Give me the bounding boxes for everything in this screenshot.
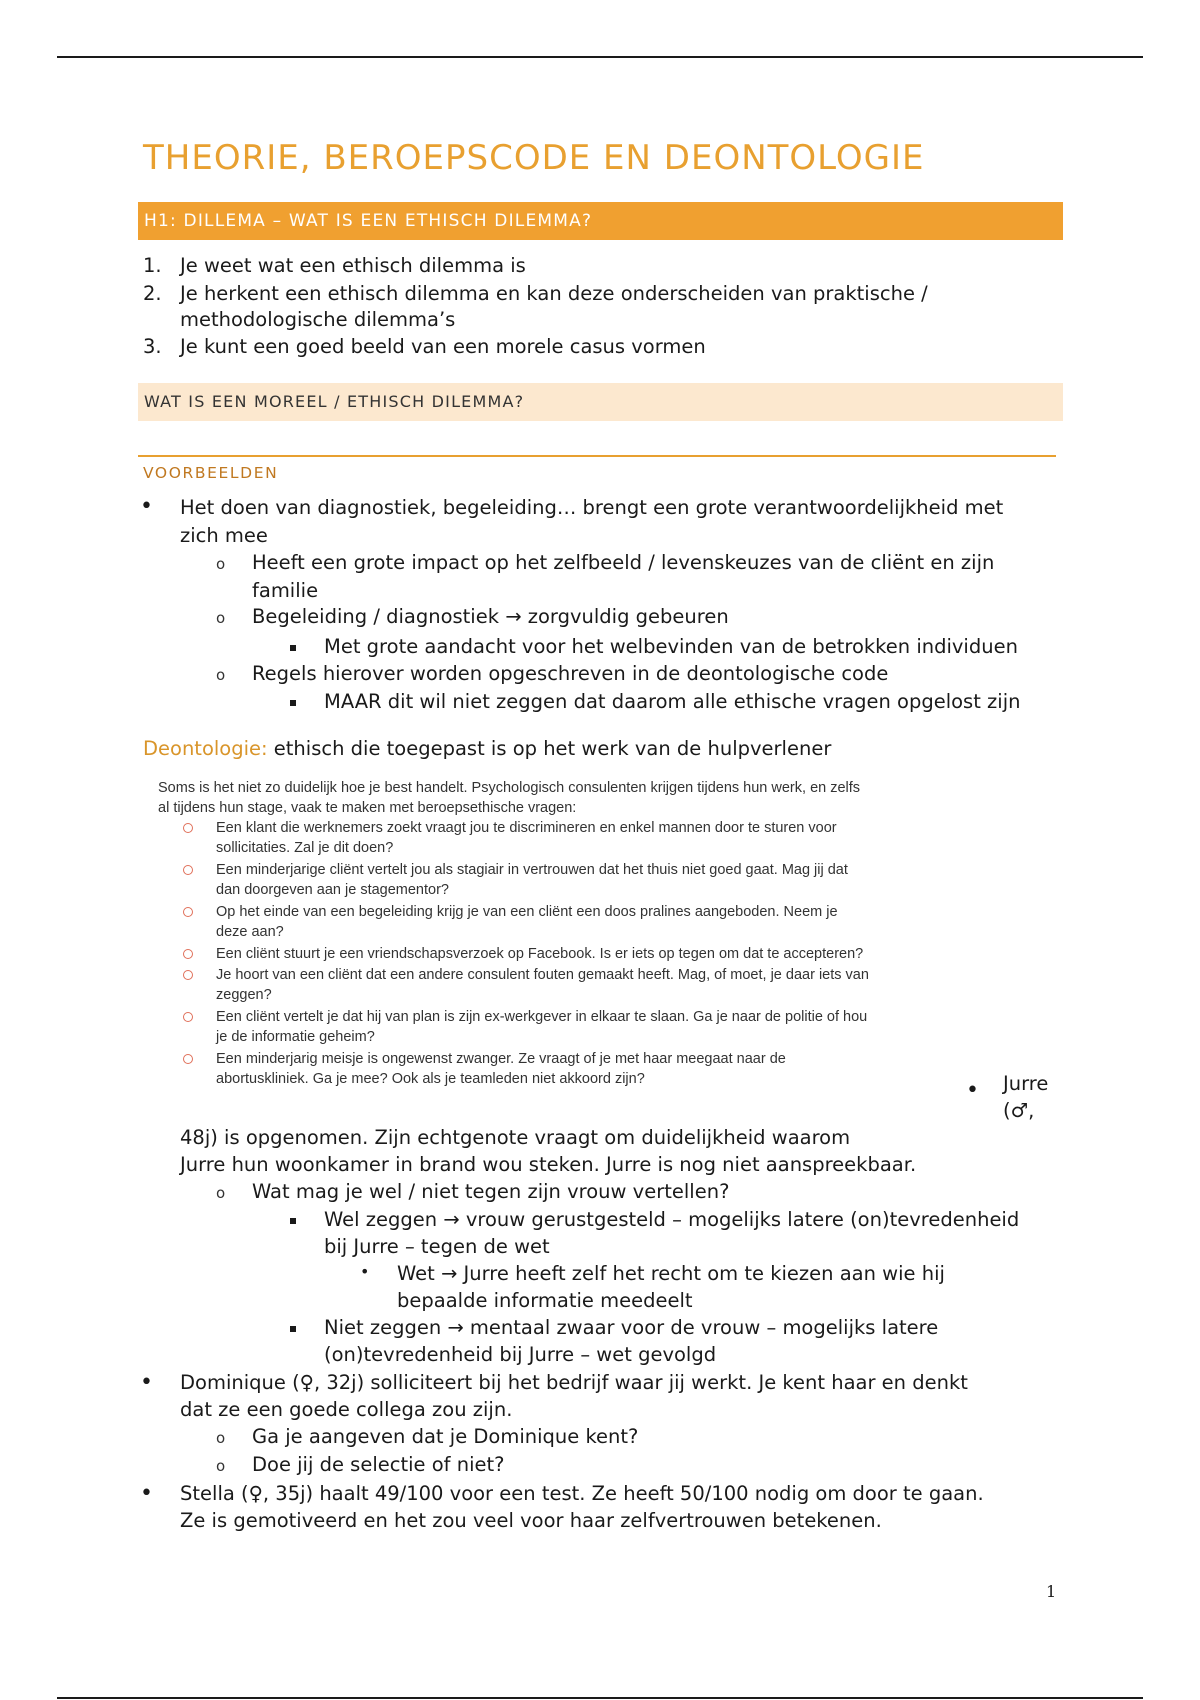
excerpt-item: Op het einde van een begeleiding krijg je van een cliënt een doos pralines aangeboden. Neem je [216, 904, 838, 920]
circle-bullet-icon [183, 865, 193, 875]
square-bullet-icon [290, 700, 296, 706]
list-number: 2. [143, 282, 162, 305]
square-bullet-icon [290, 1326, 296, 1332]
case-question: Wat mag je wel / niet tegen zijn vrouw vertellen? [252, 1180, 730, 1203]
list-item: Met grote aandacht voor het welbevinden van de betrokken individuen [324, 635, 1018, 658]
excerpt-item: Een minderjarige cliënt vertelt jou als stagiair in vertrouwen dat het thuis niet goed gaat. Mag jij dat [216, 862, 848, 878]
case-answer: (on)tevredenheid bij Jurre – wet gevolgd [324, 1343, 717, 1366]
excerpt-item: Je hoort van een cliënt dat een andere consulent fouten gemaakt heeft. Mag, of moet, je daar iets van [216, 967, 869, 983]
circle-bullet-icon [183, 949, 193, 959]
case-name: Jurre [1003, 1072, 1049, 1095]
list-item: MAAR dit wil niet zeggen dat daarom alle ethische vragen opgelost zijn [324, 690, 1021, 713]
excerpt-item: Een klant die werknemers zoekt vraagt jou te discrimineren en enkel mannen door te sturen voor [216, 820, 837, 836]
square-bullet-icon [290, 645, 296, 651]
heading-3: VOORBEELDEN [143, 464, 279, 482]
bullet-icon: • [140, 1481, 153, 1506]
list-item: Heeft een grote impact op het zelfbeeld / levenskeuzes van de cliënt en zijn [252, 551, 995, 574]
case-text: Stella (♀, 35j) haalt 49/100 voor een test. Ze heeft 50/100 nodig om door te gaan. [180, 1482, 984, 1505]
circle-bullet-icon: o [216, 1457, 226, 1475]
case-text: Jurre hun woonkamer in brand wou steken. Jurre is nog niet aanspreekbaar. [180, 1153, 917, 1176]
excerpt-item: dan doorgeven aan je stagementor? [216, 882, 449, 898]
excerpt-item: Een minderjarig meisje is ongewenst zwanger. Ze vraagt of je met haar meegaat naar de [216, 1051, 786, 1067]
list-item: Begeleiding / diagnostiek → zorgvuldig gebeuren [252, 605, 729, 628]
excerpt-item: Een cliënt vertelt je dat hij van plan is zijn ex-werkgever in elkaar te slaan. Ga je naar de politie of hou [216, 1009, 868, 1025]
case-question: Ga je aangeven dat je Dominique kent? [252, 1425, 639, 1448]
list-item: Het doen van diagnostiek, begeleiding… brengt een grote verantwoordelijkheid met [180, 496, 1004, 519]
circle-bullet-icon: o [216, 666, 226, 684]
square-bullet-icon [290, 1218, 296, 1224]
list-item: zich mee [180, 524, 268, 547]
circle-bullet-icon [183, 823, 193, 833]
excerpt-image [150, 778, 950, 1096]
list-item: familie [252, 579, 319, 602]
case-answer: bij Jurre – tegen de wet [324, 1235, 550, 1258]
list-number: 3. [143, 335, 162, 358]
circle-bullet-icon: o [216, 555, 226, 573]
list-item: Je herkent een ethisch dilemma en kan deze onderscheiden van praktische / [180, 282, 928, 305]
excerpt-item: zeggen? [216, 987, 272, 1003]
case-answer: bepaalde informatie meedeelt [397, 1289, 693, 1312]
heading-1: H1: DILLEMA – WAT IS EEN ETHISCH DILEMMA? [138, 202, 1063, 240]
heading-3-rule [138, 455, 1056, 457]
case-text: dat ze een goede collega zou zijn. [180, 1398, 513, 1421]
case-text: 48j) is opgenomen. Zijn echtgenote vraagt om duidelijkheid waarom [180, 1126, 851, 1149]
list-item: methodologische dilemma’s [180, 308, 456, 331]
list-item: Regels hierover worden opgeschreven in de deontologische code [252, 662, 889, 685]
heading-2: WAT IS EEN MOREEL / ETHISCH DILEMMA? [138, 383, 1063, 421]
circle-bullet-icon: o [216, 1184, 226, 1202]
definition-term: Deontologie: [143, 737, 268, 760]
circle-bullet-icon [183, 907, 193, 917]
definition-text: ethisch die toegepast is op het werk van de hulpverlener [267, 737, 832, 760]
case-text: Dominique (♀, 32j) solliciteert bij het bedrijf waar jij werkt. Je kent haar en denkt [180, 1371, 968, 1394]
case-answer: Wet → Jurre heeft zelf het recht om te kiezen aan wie hij [397, 1262, 945, 1285]
case-text: Ze is gemotiveerd en het zou veel voor haar zelfvertrouwen betekenen. [180, 1509, 882, 1532]
bullet-icon: • [140, 1370, 153, 1395]
list-item: Je kunt een goed beeld van een morele casus vormen [180, 335, 706, 358]
case-question: Doe jij de selectie of niet? [252, 1453, 505, 1476]
excerpt-item: je de informatie geheim? [216, 1029, 375, 1045]
excerpt-item: Een cliënt stuurt je een vriendschapsverzoek op Facebook. Is er iets op tegen om dat te accepteren? [216, 946, 864, 962]
case-name: (♂, [1003, 1099, 1035, 1122]
circle-bullet-icon [183, 1012, 193, 1022]
bullet-icon: • [360, 1262, 370, 1281]
excerpt-item: sollicitaties. Zal je dit doen? [216, 840, 394, 856]
circle-bullet-icon: o [216, 1429, 226, 1447]
excerpt-intro: al tijdens hun stage, vaak te maken met beroepsethische vragen: [158, 800, 577, 816]
excerpt-item: abortuskliniek. Ga je mee? Ook als je teamleden niet akkoord zijn? [216, 1071, 645, 1087]
case-answer: Niet zeggen → mentaal zwaar voor de vrouw – mogelijks latere [324, 1316, 939, 1339]
circle-bullet-icon [183, 970, 193, 980]
excerpt-item: deze aan? [216, 924, 284, 940]
header-rule [57, 56, 1143, 58]
list-item: Je weet wat een ethisch dilemma is [180, 254, 526, 277]
bullet-icon: • [140, 494, 153, 519]
circle-bullet-icon: o [216, 609, 226, 627]
footer-rule [57, 1697, 1143, 1699]
excerpt-intro: Soms is het niet zo duidelijk hoe je best handelt. Psychologisch consulenten krijgen tijdens hun werk, en zelfs [158, 780, 861, 796]
case-answer: Wel zeggen → vrouw gerustgesteld – mogelijks latere (on)tevredenheid [324, 1208, 1020, 1231]
list-number: 1. [143, 254, 162, 277]
circle-bullet-icon [183, 1054, 193, 1064]
page-number: 1 [1046, 1582, 1057, 1601]
bullet-icon: • [966, 1078, 979, 1103]
document-title: THEORIE, BEROEPSCODE EN DEONTOLOGIE [143, 138, 925, 178]
definition [143, 735, 831, 762]
